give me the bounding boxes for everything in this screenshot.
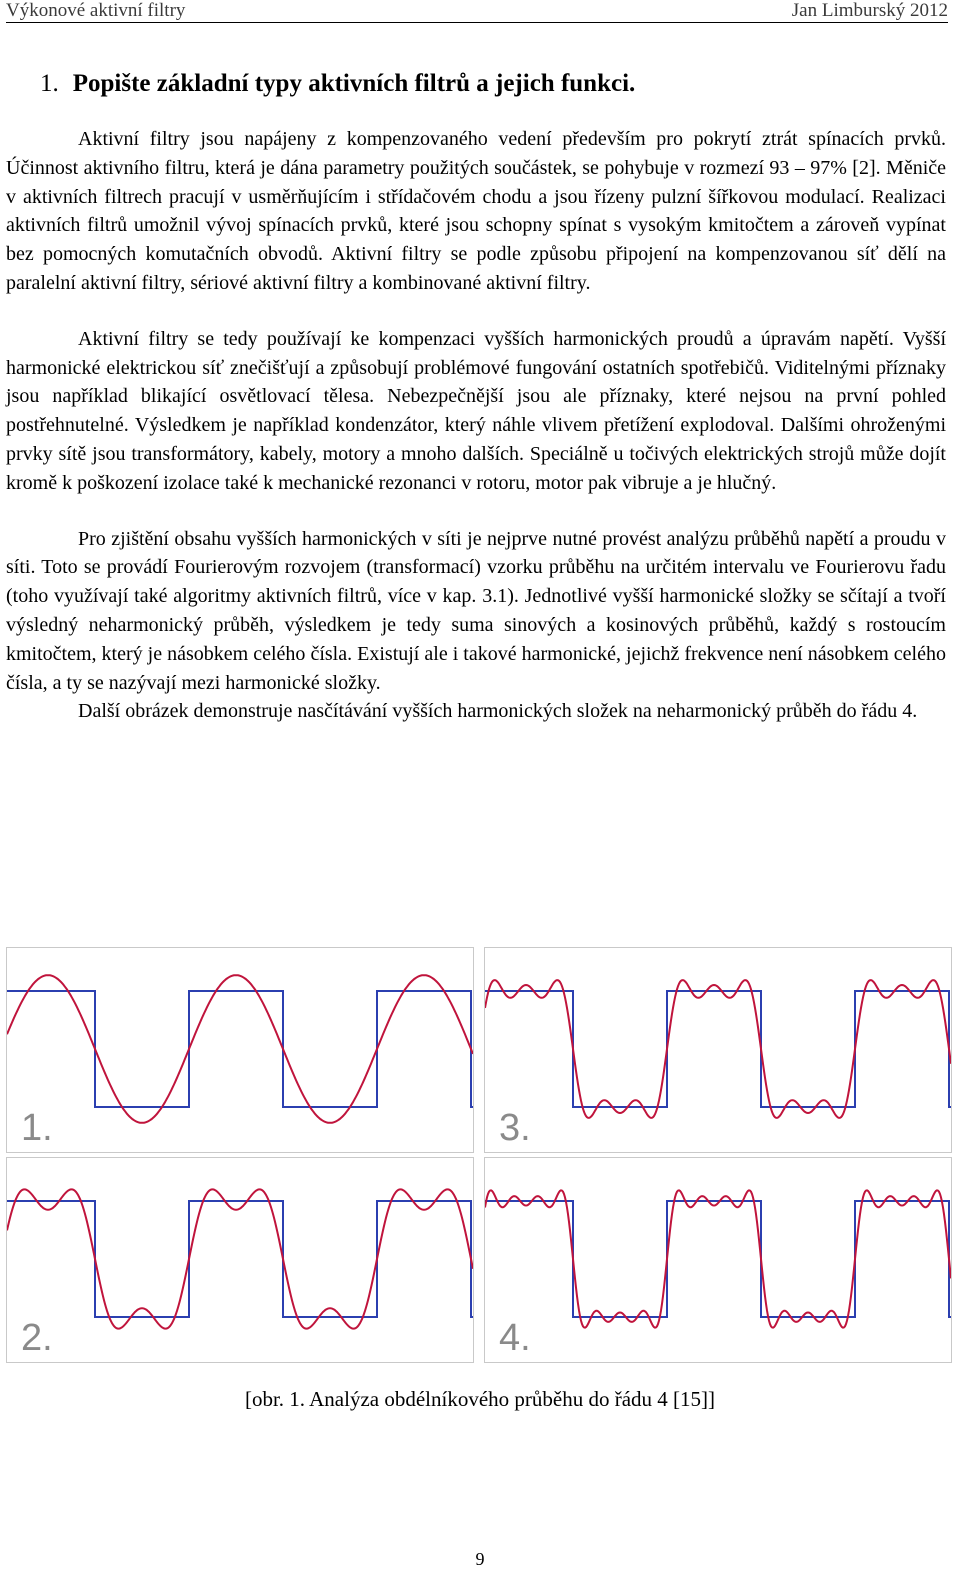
page-header xyxy=(6,0,948,23)
paragraph-2: Aktivní filtry se tedy používají ke kompenzaci vyšších harmonických proudů a úpravám napětí. Vyšší harmonické elektrickou síť znečišťují a způsobují problémové fungování ostatních spotřebičů. Viditelnými příznaky jsou například blikající osvětlovací tělesa. Nebezpečnější jsou ale příznaky, které nejsou na první pohled postřehnutelné. Výsledkem je například kondenzátor, který náhle vlivem přetížení explodoval. Dalšími ohroženými prvky sítě jsou transformátory, kabely, motory a mnoho dalších. Speciálně u točivých elektrických strojů může dojít kromě k poškození izolace také k mechanické rezonanci v rotoru, motor pak vibruje a je hlučný. xyxy=(6,327,946,494)
paragraph-3: Pro zjištění obsahu vyšších harmonických v síti je nejprve nutné provést analýzu průběhů napětí a proudu v síti. Toto se provádí Fourierovým rozvojem (transformací) vzorku průběhu na určitém intervalu ve Fourierovu řadu (toho využívají také algoritmy aktivních filtrů, více v kap. 3.1). Jednotlivé vyšší harmonické složky se sčítají a tvoří výsledný neharmonický průběh, výsledkem je tedy suma sinových a kosinových průběhů, každý s rostoucím kmitočtem, který je násobkem celého čísla. Existují ale i takové harmonické, jejichž frekvence není násobkem celého čísla, a ty se nazývají mezi harmonické složky. xyxy=(6,527,946,694)
body-text xyxy=(6,125,946,726)
square-wave xyxy=(485,1201,951,1317)
heading-text: Popište základní typy aktivních filtrů a jejich funkci. xyxy=(72,70,636,97)
heading-number: 1. xyxy=(40,70,59,97)
section-heading xyxy=(40,70,635,98)
square-wave xyxy=(7,1201,473,1317)
header-title: Výkonové aktivní filtry xyxy=(6,0,186,21)
fourier-figure xyxy=(6,947,952,1363)
header-author: Jan Limburský 2012 xyxy=(791,0,948,21)
panel-order-3 xyxy=(484,947,952,1153)
paragraph-4: Další obrázek demonstruje nasčítávání vyšších harmonických složek na neharmonický průběh do řádu 4. xyxy=(78,700,918,723)
panel-label: 3. xyxy=(499,1107,531,1149)
square-wave xyxy=(485,991,951,1107)
harmonic-sum-wave xyxy=(485,1190,951,1327)
panel-plot xyxy=(7,1158,473,1362)
panel-label: 4. xyxy=(499,1317,531,1359)
panel-plot xyxy=(485,1158,951,1362)
panel-label: 1. xyxy=(21,1107,53,1149)
panel-order-4 xyxy=(484,1157,952,1363)
paragraph-1: Aktivní filtry jsou napájeny z kompenzovaného vedení především pro pokrytí ztrát spínacích prvků. Účinnost aktivního filtru, která je dána parametry použitých součástek, se pohybuje v rozmezí 93 – 97% [2]. Měniče v aktivních filtrech pracují v usměrňujícím i střídačovém chodu a jsou řízeny pulzní šířkovou modulací. Realizaci aktivních filtrů umožnil vývoj spínacích prvků, které jsou schopny spínat s vysokým kmitočtem a zároveň vypínat bez pomocných komutačních obvodů. Aktivní filtry se podle způsobu připojení na kompenzovanou síť dělí na paralelní aktivní filtry, sériové aktivní filtry a kombinované aktivní filtry. xyxy=(6,128,946,294)
harmonic-sum-wave xyxy=(7,975,473,1123)
panel-order-2 xyxy=(6,1157,474,1363)
page-number: 9 xyxy=(475,1549,485,1569)
panel-order-1 xyxy=(6,947,474,1153)
figure-caption: [obr. 1. Analýza obdélníkového průběhu do řádu 4 [15]] xyxy=(244,1387,716,1411)
panel-plot xyxy=(485,948,951,1152)
harmonic-sum-wave xyxy=(7,1189,473,1328)
panel-label: 2. xyxy=(21,1317,53,1359)
panel-plot xyxy=(7,948,473,1152)
harmonic-sum-wave xyxy=(485,980,951,1118)
